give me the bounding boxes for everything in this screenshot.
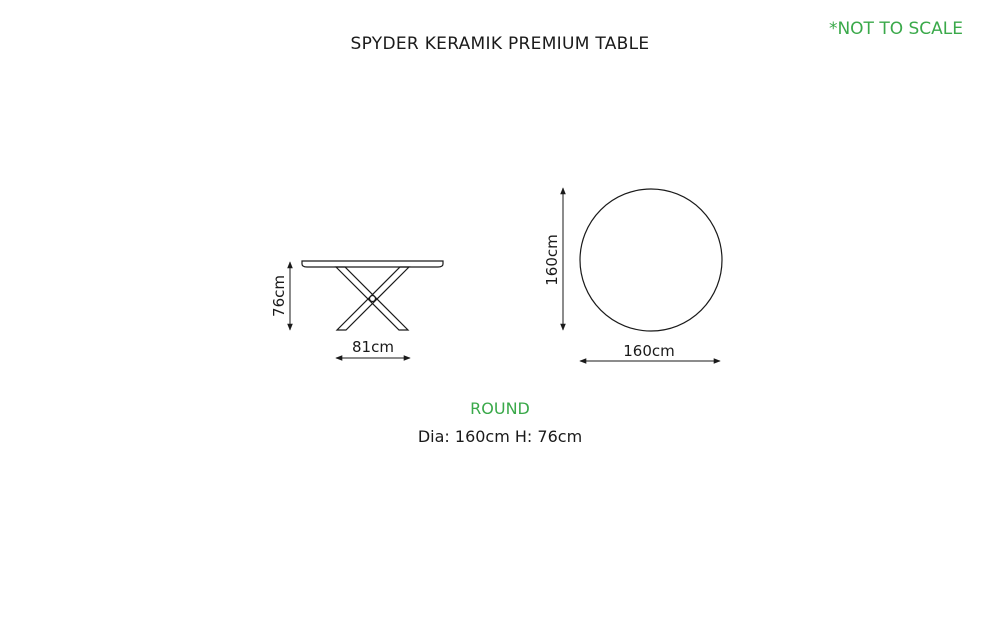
dimensions-spec: Dia: 160cm H: 76cm: [417, 427, 583, 446]
round-table-top: [580, 189, 722, 331]
diagram-title: SPYDER KERAMIK PREMIUM TABLE: [350, 34, 650, 54]
top-width-label: 160cm: [623, 342, 675, 360]
side-view: [302, 261, 443, 330]
height-label: 76cm: [270, 275, 288, 317]
shape-label: ROUND: [470, 399, 530, 418]
top-width-dimension: [580, 342, 720, 361]
top-view: [580, 189, 722, 331]
side-width-label: 81cm: [352, 338, 394, 356]
height-dimension: [270, 262, 290, 330]
depth-label: 160cm: [543, 234, 561, 286]
depth-dimension: [543, 188, 563, 330]
not-to-scale-note: *NOT TO SCALE: [828, 19, 963, 39]
side-width-dimension: [336, 338, 410, 358]
x-legs: [336, 267, 409, 330]
table-top-side: [302, 261, 443, 267]
